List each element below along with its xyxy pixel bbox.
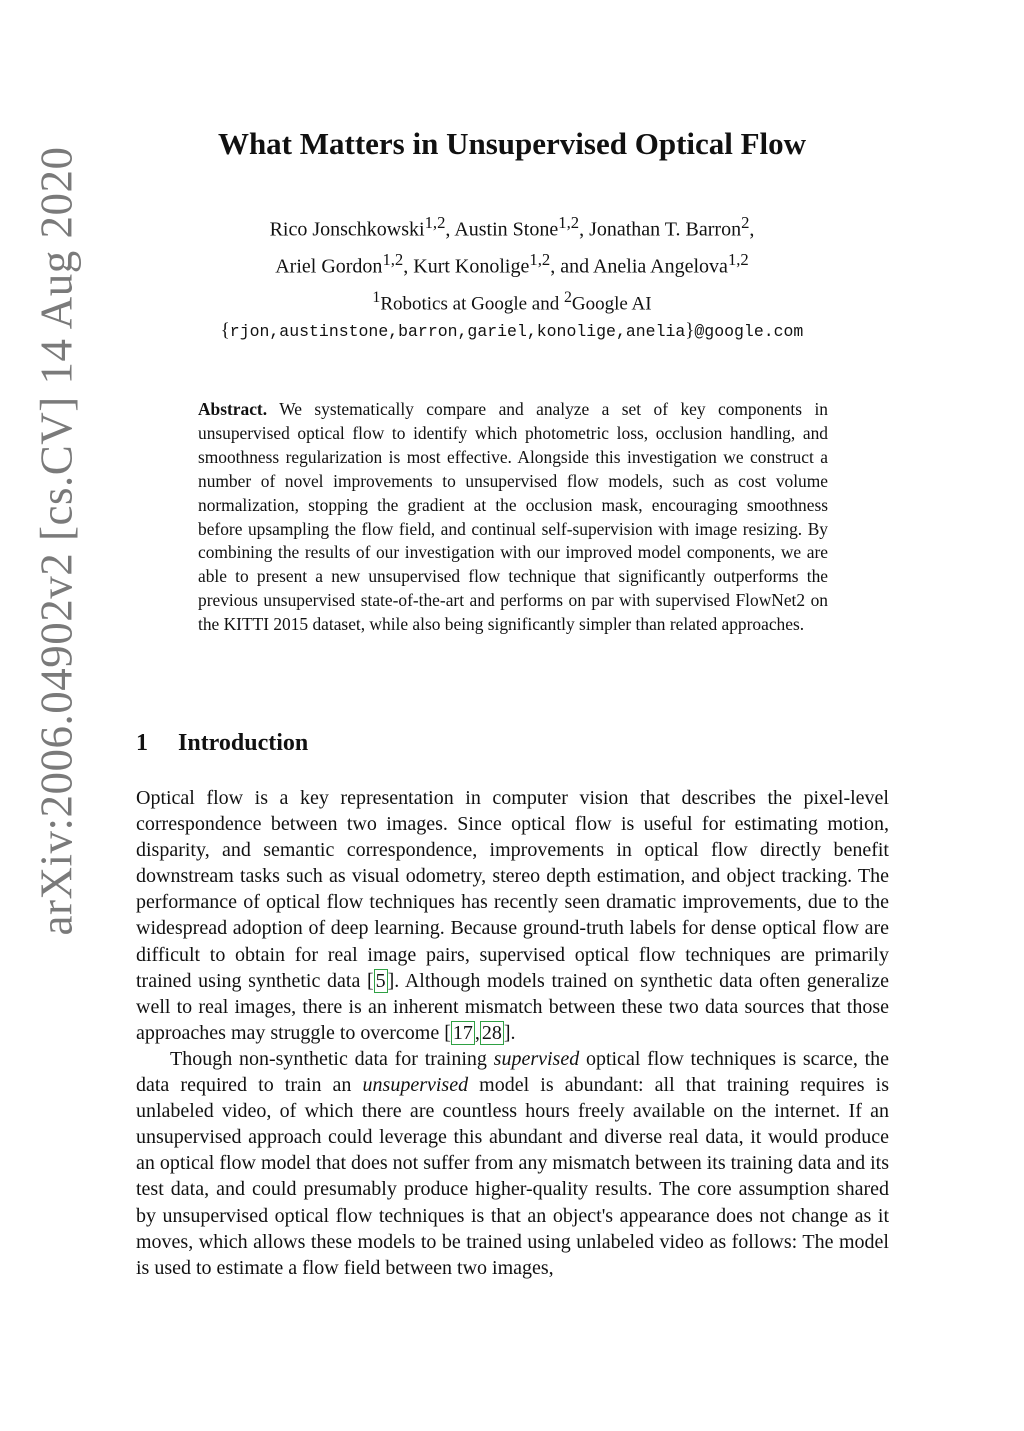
affiliation-mark: 2 [563,289,572,306]
email-line [0,317,1024,345]
author-affiliation-mark: 1,2 [382,249,404,269]
author-name: Anelia Angelova [592,255,728,278]
email-brace-open: { [220,320,230,342]
citation-link[interactable]: 5 [375,969,386,992]
author-name: Jonathan T. Barron [589,218,742,241]
emphasis: supervised [493,1047,580,1070]
section-number: 1 [136,730,148,756]
author-affiliation-mark: 2 [741,213,750,232]
author-line-1 [0,208,1024,245]
author-list [0,208,1024,281]
citation-separator: , [474,1021,480,1044]
author-separator: , [403,255,414,278]
paragraph-text: ]. [503,1021,516,1044]
email-domain: @google.com [694,322,804,342]
author-line-2 [0,245,1024,282]
author-name: Rico Jonschkowski [269,218,425,241]
section-title: Introduction [178,730,309,756]
emphasis: unsupervised [362,1074,469,1097]
abstract-label: Abstract. [198,399,268,419]
paragraph-text: model is abundant: all that training requires is unlabeled video, of which there are countless hours freely available on the internet. If an unsupervised approach could leverage this abundant and diverse real data, it would produce an optical flow model that does not suffer from any mismatch between its training data and its test data, and could presumably produce higher-quality results. The core assumption shared by unsupervised optical flow techniques is that an object's appearance does not change as it moves, which allows these models to be trained using unlabeled video as follows: The model is used to estimate a flow field between two images, [136,1074,890,1279]
author-name: Ariel Gordon [275,255,383,278]
paragraph [136,1046,889,1281]
author-separator: , and [550,255,593,278]
author-separator: , [749,218,755,241]
author-affiliation-mark: 1,2 [558,213,580,232]
affiliation-2: Google AI [571,293,652,315]
section-heading [136,730,308,757]
affiliations [0,284,1024,345]
paragraph-text: Though non-synthetic data for training [170,1047,494,1070]
email-brace-close: } [685,320,695,342]
abstract-text: We systematically compare and analyze a set of key components in unsupervised optical flow to identify which photometric loss, occlusion handling, and smoothness regularization is most effective. Alongside this investigation we construct a number of novel improvements to unsupervised flow models, such as cost volume normalization, stopping the gradient at the occlusion mask, encouraging smoothness before upsampling the flow field, and continual self-supervision with image resizing. By combining the results of our investigation with our improved model components, we are able to present a new unsupervised flow technique that significantly outperforms the previous unsupervised state-of-the-art and performs on par with supervised FlowNet2 on the KITTI 2015 dataset, while also being significantly simpler than related approaches. [198,399,828,635]
email-usernames: rjon,austinstone,barron,gariel,konolige,anelia [229,322,686,342]
author-separator: , [445,218,455,241]
affiliation-mark: 1 [372,289,381,306]
author-name: Kurt Konolige [413,255,530,278]
citation-link[interactable]: 17 [452,1021,473,1044]
paragraph-text: Optical flow is a key representation in computer vision that describes the pixel-level correspondence between two images. Since optical flow is useful for estimating motion, disparity, and semantic correspondence, improvements in optical flow directly benefit downstream tasks such as visual odometry, stereo depth estimation, and object tracking. The performance of optical flow techniques has recently seen dramatic improvements, due to the widespread adoption of deep learning. Because ground-truth labels for dense optical flow are difficult to obtain for real image pairs, supervised optical flow techniques are primarily trained using synthetic data [ [136,787,889,992]
paragraph [136,785,889,1046]
paragraph-text: ]. Although models trained on synthetic data often generalize well to real images, there is an inherent mismatch between these two data sources that those approaches may struggle to overcome [ [136,969,890,1044]
author-affiliation-mark: 1,2 [727,249,749,269]
author-name: Austin Stone [454,218,559,241]
citation-link[interactable]: 28 [481,1021,502,1044]
introduction-body [136,785,889,1281]
author-affiliation-mark: 1,2 [424,213,446,232]
affiliation-line [0,284,1024,317]
author-separator: , [579,218,590,241]
arxiv-identifier-text: arXiv:2006.04902v2 [cs.CV] 14 Aug 2020 [31,146,82,936]
author-affiliation-mark: 1,2 [529,249,551,269]
affiliation-1: Robotics at Google and [380,293,564,315]
paper-title: What Matters in Unsupervised Optical Flow [217,126,807,161]
paragraph-text: optical flow techniques is scarce, the data required to train an [136,1047,890,1097]
abstract [198,398,828,637]
